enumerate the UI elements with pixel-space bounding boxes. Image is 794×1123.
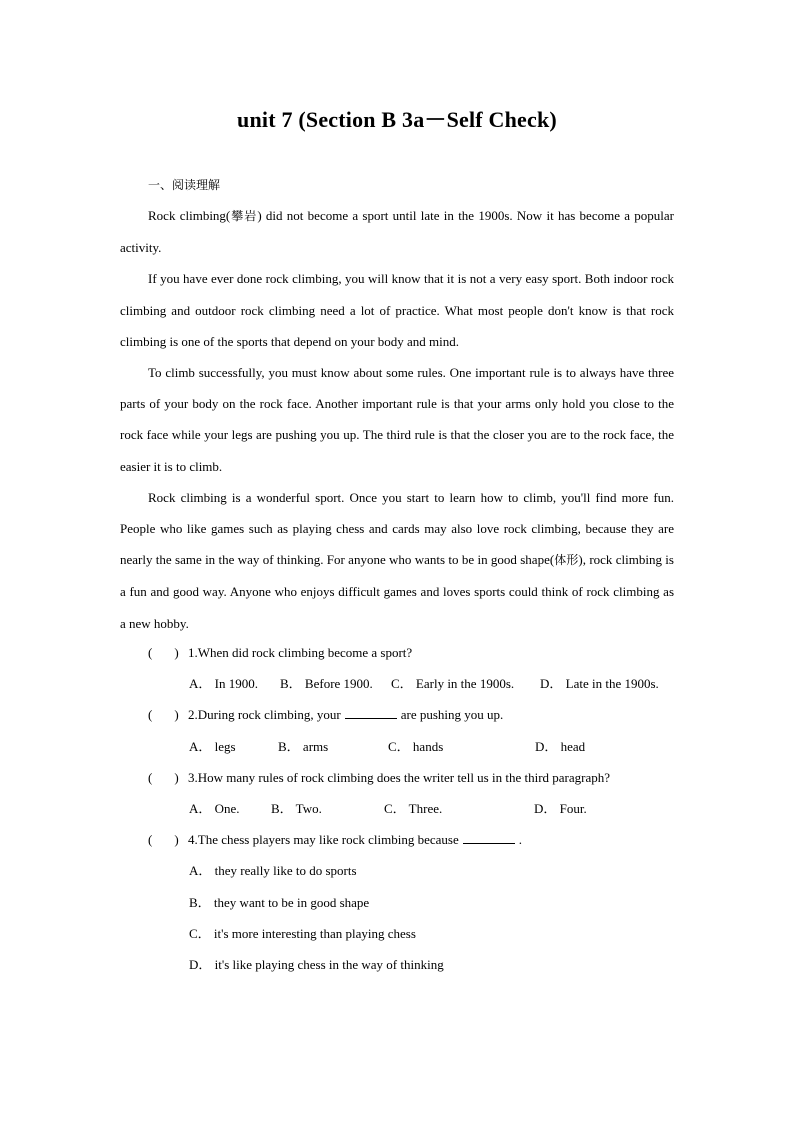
passage-text: Rock climbing( xyxy=(148,208,231,223)
option-b: B． Two. xyxy=(271,800,322,816)
passage-paragraph-2: If you have ever done rock climbing, you will know that it is not a very easy sport. Both indoor rock climbing and outdoor rock climbing need a lot of practice. What most people don't know is that rock climbing is one of the sports that depend on your body and mind. xyxy=(120,271,674,349)
passage-text: ) did not become a sport until late in the 1900s. Now it has become a popular activity. xyxy=(120,208,674,256)
question-stem: 1.When did rock climbing become a sport? xyxy=(188,645,413,660)
option-b: B． they want to be in good shape xyxy=(189,894,370,910)
option-b: B． arms xyxy=(278,738,329,754)
question-2 xyxy=(148,699,688,730)
question-1 xyxy=(148,637,688,668)
reading-passage xyxy=(120,200,674,639)
question-stem: 4.The chess players may like rock climbing because xyxy=(188,832,459,848)
passage-text: ), rock climbing is a fun and good way. Anyone who enjoys difficult games and loves sports could think of rock climbing as a new hobby. xyxy=(120,552,674,631)
page-title xyxy=(0,103,794,134)
option-c: C． Three. xyxy=(384,800,443,816)
question-stem: 3.How many rules of rock climbing does the writer tell us in the third paragraph? xyxy=(188,769,611,785)
question-2-options xyxy=(148,731,688,762)
question-4 xyxy=(148,824,688,855)
option-d: D． Late in the 1900s. xyxy=(540,676,659,692)
answer-bracket[interactable]: ( ) xyxy=(148,707,179,723)
question-3 xyxy=(148,762,688,793)
passage-paragraph-4 xyxy=(120,482,674,639)
question-stem-end: . xyxy=(518,832,522,848)
chinese-gloss: 体形 xyxy=(554,553,579,568)
option-d: D． it's like playing chess in the way of thinking xyxy=(189,956,444,972)
option-a: A． legs xyxy=(189,738,236,754)
option-a: A． One. xyxy=(189,800,240,816)
answer-bracket[interactable]: ( ) xyxy=(148,832,179,848)
page-title-text: unit 7 (Section B 3a－Self Check) xyxy=(237,107,557,132)
section-heading: 一、阅读理解 xyxy=(148,178,221,192)
passage-text: Rock climbing is a wonderful sport. Once you start to learn how to climb, you'll find more fun. People who like games such as playing chess and cards may also love rock climbing, because they are nearly the same in the way of thinking. For anyone who wants to be in good shape( xyxy=(120,489,674,568)
chinese-gloss: 攀岩 xyxy=(230,209,258,223)
answer-bracket[interactable]: ( ) xyxy=(148,769,179,785)
option-a: A． they really like to do sports xyxy=(189,863,357,879)
answer-bracket[interactable]: ( ) xyxy=(148,645,179,660)
option-c: C． Early in the 1900s. xyxy=(391,676,515,692)
fill-in-blank[interactable] xyxy=(463,829,515,844)
option-c: C． it's more interesting than playing chess xyxy=(189,925,416,941)
passage-paragraph-1 xyxy=(120,200,674,263)
option-d: D． Four. xyxy=(534,800,587,816)
question-list xyxy=(148,637,688,980)
question-stem-end: are pushing you up. xyxy=(400,707,504,723)
option-c: C． hands xyxy=(388,738,444,754)
fill-in-blank[interactable] xyxy=(345,704,397,719)
question-3-options xyxy=(148,793,688,824)
option-d: D． head xyxy=(535,738,586,754)
passage-paragraph-3: To climb successfully, you must know about some rules. One important rule is to always have three parts of your body on the rock face. Another important rule is that your arms only hold you close to the rock face while your legs are pushing you up. The third rule is that the closer you are to the rock face, the easier it is to climb. xyxy=(120,365,674,474)
option-a: A． In 1900. xyxy=(189,676,258,692)
option-b: B． Before 1900. xyxy=(280,676,373,692)
question-1-options xyxy=(148,668,688,699)
question-stem: 2.During rock climbing, your xyxy=(188,707,341,723)
